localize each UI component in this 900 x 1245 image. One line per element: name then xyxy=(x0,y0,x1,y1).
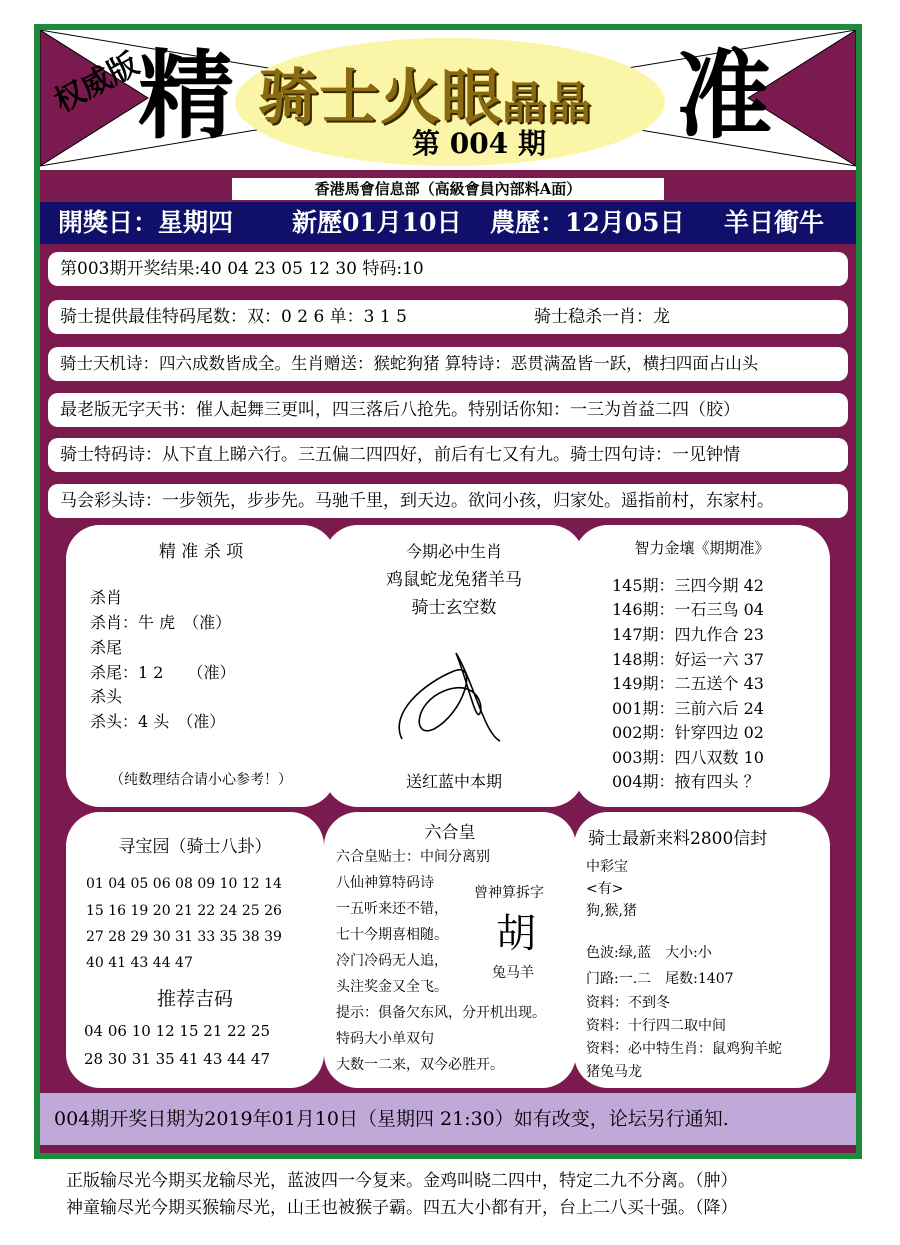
wisdom-box xyxy=(574,525,830,807)
title-small: 晶晶 xyxy=(502,78,592,129)
liuhe-line: 大数一二来，双今必胜开。 xyxy=(336,1057,504,1073)
footer-notice: 004期开奖日期为2019年01月10日（星期四 21:30）如有改变，论坛另行通知. xyxy=(40,1093,856,1145)
kill-line: 杀肖 xyxy=(90,588,123,607)
main-title xyxy=(258,63,592,133)
must-win-box xyxy=(324,525,584,807)
latest-line: 门路:一.二 尾数:1407 xyxy=(586,971,734,987)
bottom-poem: 神童输尽光今期买猴输尽光，山王也被猴子霸。四五大小都有开，台上二八买十强。（降） xyxy=(66,1198,738,1218)
right-big-char: 准 xyxy=(676,39,772,152)
wisdom-line: 145期：三四今期 42 xyxy=(612,576,764,595)
treasure-numbers: 40 41 43 44 47 xyxy=(86,955,193,971)
liuhe-line: 冷门冷码无人追， xyxy=(336,953,448,969)
wisdom-line: 147期：四九作合 23 xyxy=(612,625,764,644)
wisdom-line: 146期：一石三鸟 04 xyxy=(612,600,764,619)
info-row xyxy=(48,300,848,334)
must-zodiacs: 鸡鼠蛇龙兔猪羊马 xyxy=(386,570,522,590)
info-row: 马会彩头诗：一步领先，步步先。马驰千里，到天边。欲问小孩，归家处。遥指前村，东家村。 xyxy=(48,484,848,518)
lunar-calendar: 農歷：12月05日 xyxy=(490,208,685,237)
info-row: 骑士天机诗：四六成数皆成全。生肖赠送：猴蛇狗猪 算特诗：恶贯满盈皆一跃，横扫四面占山头 xyxy=(48,347,848,381)
liuhe-box xyxy=(324,812,576,1088)
header xyxy=(40,30,856,170)
chai-sub: 兔马羊 xyxy=(492,965,534,981)
chai-label: 曾神算拆字 xyxy=(474,885,544,901)
title-main: 骑士火眼 xyxy=(258,63,502,133)
chai-char: 胡 xyxy=(496,911,536,957)
latest-title: 骑士最新来料2800信封 xyxy=(588,829,768,849)
info-row: 第003期开奖结果:40 04 23 05 12 30 特码:10 xyxy=(48,252,848,286)
latest-line: 狗,猴,猪 xyxy=(586,903,637,919)
latest-line: 资料：十行四二取中间 xyxy=(586,1018,726,1034)
liuhe-line: 特码大小单双句 xyxy=(336,1031,434,1047)
must-sub: 骑士玄空数 xyxy=(411,598,497,618)
info-row: 骑士特码诗：从下直上睇六行。三五偏二四四好，前后有七又有九。骑士四句诗：一见钟情 xyxy=(48,438,848,472)
must-bottom: 送红蓝中本期 xyxy=(405,772,502,791)
latest-line: 资料：必中特生肖：鼠鸡狗羊蛇 xyxy=(586,1041,782,1057)
wisdom-line: 148期：好运一六 37 xyxy=(612,650,764,669)
kill-one-zodiac: 骑士稳杀一肖：龙 xyxy=(534,307,670,327)
kill-line: 杀尾：1 2 （准） xyxy=(90,663,236,682)
kill-line: 杀头：4 头 （准） xyxy=(90,712,226,731)
poster-panel xyxy=(40,30,856,1153)
kill-box xyxy=(66,525,336,807)
liuhe-line: 头注奖金又全飞。 xyxy=(336,979,448,995)
wisdom-line: 004期：掖有四头 ？ xyxy=(612,772,760,791)
kill-line: 杀肖：牛 虎 （准） xyxy=(90,613,232,632)
treasure-numbers: 15 16 19 20 21 22 24 25 26 xyxy=(86,903,282,919)
wisdom-line: 003期：四八双数 10 xyxy=(612,748,764,767)
liuhe-line: 一五听来还不错， xyxy=(336,901,448,917)
tail-numbers: 骑士提供最佳特码尾数：双：0 2 6 单：3 1 5 xyxy=(60,307,407,327)
liuhe-line: 提示：俱备欠东风，分开机出现。 xyxy=(336,1005,546,1021)
wisdom-line: 002期：针穿四边 02 xyxy=(612,723,764,742)
recommend-numbers: 04 06 10 12 15 21 22 25 xyxy=(84,1022,271,1040)
latest-line: 资料：不到冬 xyxy=(586,995,670,1011)
wisdom-line: 001期：三前六后 24 xyxy=(612,699,764,718)
issue-number: 第 004 期 xyxy=(412,127,546,160)
poster-frame xyxy=(34,24,862,1159)
kill-line: 杀尾 xyxy=(90,638,123,657)
date-bar xyxy=(40,202,856,244)
wisdom-title: 智力金壤《期期准》 xyxy=(634,539,770,557)
wisdom-line: 149期：二五送个 43 xyxy=(612,674,764,693)
kill-title: 精 准 杀 项 xyxy=(158,542,244,562)
draw-day: 開獎日：星期四 xyxy=(58,208,234,237)
latest-line: 中彩宝 xyxy=(586,859,628,875)
authority-badge: 权威版 xyxy=(48,46,145,120)
treasure-box xyxy=(66,812,324,1088)
department-label: 香港馬會信息部（高級會員內部料A面） xyxy=(232,178,664,200)
treasure-title: 寻宝园（骑士八卦） xyxy=(118,837,272,857)
bottom-poem: 正版输尽光今期买龙输尽光，蓝波四一今复来。金鸡叫晓二四中，特定二九不分离。（肿） xyxy=(66,1171,738,1191)
must-title: 今期必中生肖 xyxy=(405,542,502,561)
treasure-numbers: 27 28 29 30 31 33 35 38 39 xyxy=(86,929,282,945)
latest-line: <有> xyxy=(586,881,624,897)
liuhe-line: 八仙神算特码诗 xyxy=(336,875,434,891)
liuhe-title: 六合皇 xyxy=(424,823,476,843)
recommend-numbers: 28 30 31 35 41 43 44 47 xyxy=(84,1050,271,1068)
latest-line: 色波:绿,蓝 大小:小 xyxy=(586,945,712,961)
info-row: 最老版无字天书：催人起舞三更叫，四三落后八抢先。特别话你知：一三为首益二四（胶） xyxy=(48,393,848,427)
latest-box xyxy=(574,812,830,1088)
latest-line: 猪兔马龙 xyxy=(586,1064,642,1080)
treasure-numbers: 01 04 05 06 08 09 10 12 14 xyxy=(86,876,282,892)
liuhe-line: 七十今期喜相随。 xyxy=(336,927,448,943)
liuhe-line: 六合皇贴士：中间分离别 xyxy=(336,849,490,865)
kill-line: 杀头 xyxy=(90,687,123,706)
signature-scribble xyxy=(384,643,514,753)
recommend-title: 推荐吉码 xyxy=(156,988,233,1010)
new-calendar: 新歷01月10日 xyxy=(292,208,462,237)
kill-note: （纯数理结合请小心参考！） xyxy=(110,772,292,788)
left-big-char: 精 xyxy=(138,39,234,152)
day-clash: 羊日衝牛 xyxy=(724,208,825,237)
